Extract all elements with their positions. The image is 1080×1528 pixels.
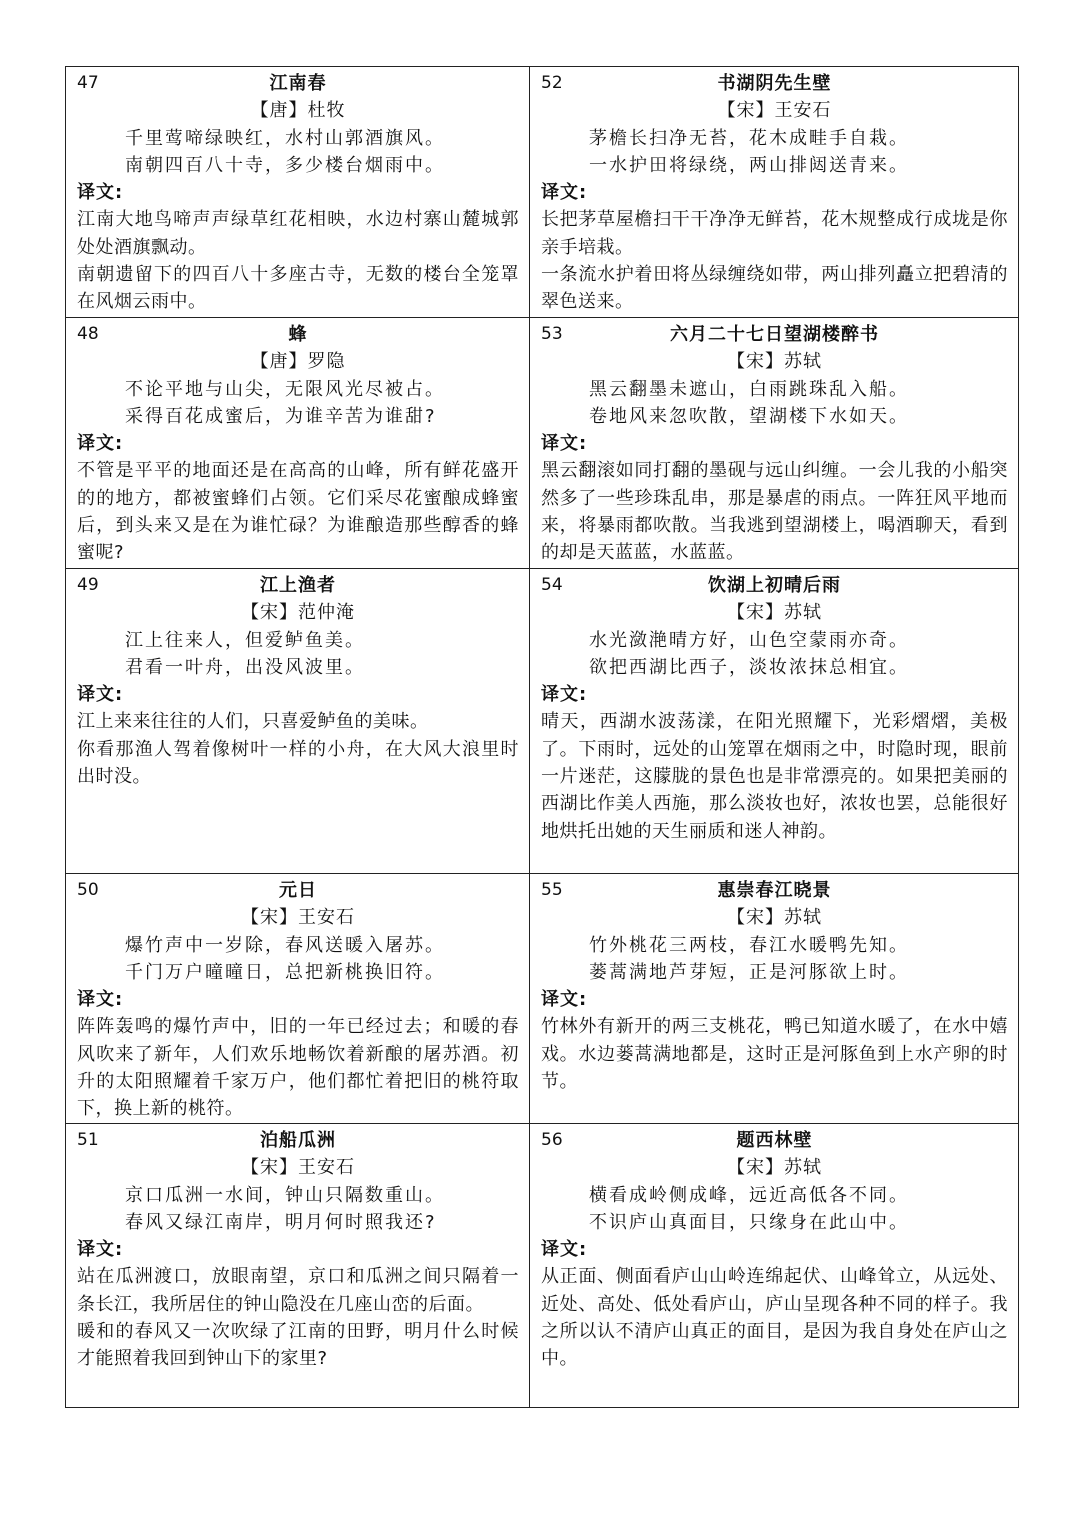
poem-entry bbox=[541, 877, 1008, 1095]
poem-cell bbox=[530, 67, 1019, 318]
poem-verse-line: 千里莺啼绿映红，水村山郭酒旗风。 bbox=[125, 127, 445, 149]
poem-entry bbox=[77, 70, 519, 316]
poem-title: 六月二十七日望湖楼醉书 bbox=[670, 324, 879, 345]
poem-entry bbox=[541, 572, 1008, 845]
poem-author: 【唐】杜牧 bbox=[250, 100, 346, 122]
poem-entry bbox=[541, 1127, 1008, 1373]
poem-cell bbox=[66, 874, 530, 1124]
poem-entry bbox=[77, 877, 519, 1123]
poem-cell bbox=[530, 1124, 1019, 1408]
poem-title: 江南春 bbox=[269, 73, 327, 94]
poem-row bbox=[66, 318, 1019, 569]
poem-row bbox=[66, 569, 1019, 874]
poem-table bbox=[65, 66, 1019, 1408]
translation-paragraph: 黑云翻滚如同打翻的墨砚与远山纠缠。一会儿我的小船突然多了一些珍珠乱串，那是暴虐的雨点。一阵狂风平地而来，将暴雨都吹散。当我逃到望湖楼上，喝酒聊天，看到的却是天蓝蓝，水蓝蓝。 bbox=[541, 460, 1008, 564]
poem-title: 惠崇春江晓景 bbox=[717, 880, 832, 901]
translation-label: 译文: bbox=[77, 1239, 124, 1261]
poem-number: 52 bbox=[541, 73, 563, 93]
poem-number: 51 bbox=[77, 1130, 99, 1150]
poem-verse-line: 爆竹声中一岁除，春风送暖入屠苏。 bbox=[125, 934, 445, 956]
poem-author: 【宋】苏轼 bbox=[727, 1157, 822, 1179]
poem-verse-line: 南朝四百八十寺，多少楼台烟雨中。 bbox=[125, 154, 445, 176]
poem-title: 题西林壁 bbox=[736, 1130, 813, 1151]
poem-author: 【宋】王安石 bbox=[241, 1157, 355, 1179]
poem-title: 蜂 bbox=[288, 324, 308, 345]
poem-verse-line: 竹外桃花三两枝，春江水暖鸭先知。 bbox=[589, 934, 909, 956]
poem-number: 56 bbox=[541, 1130, 563, 1150]
translation-paragraph: 江南大地鸟啼声声绿草红花相映，水边村寨山麓城郭处处酒旗飘动。 bbox=[77, 209, 519, 258]
poem-cell bbox=[530, 874, 1019, 1124]
translation-label: 译文: bbox=[541, 182, 588, 204]
poem-verse-line: 蒌蒿满地芦芽短，正是河豚欲上时。 bbox=[589, 961, 909, 983]
poem-verse-line: 不识庐山真面目，只缘身在此山中。 bbox=[589, 1211, 909, 1233]
translation-label: 译文: bbox=[77, 989, 124, 1011]
poem-verse-line: 京口瓜洲一水间，钟山只隔数重山。 bbox=[125, 1184, 445, 1206]
translation-label: 译文: bbox=[77, 182, 124, 204]
poem-cell bbox=[66, 1124, 530, 1408]
poem-author: 【宋】苏轼 bbox=[727, 907, 822, 929]
poem-number: 55 bbox=[541, 880, 563, 900]
translation-label: 译文: bbox=[541, 989, 588, 1011]
poem-row bbox=[66, 67, 1019, 318]
poem-title: 江上渔者 bbox=[260, 575, 336, 596]
translation-paragraph: 从正面、侧面看庐山山岭连绵起伏、山峰耸立，从远处、近处、高处、低处看庐山，庐山呈现各种不同的样子。我之所以认不清庐山真正的面目，是因为我自身处在庐山之中。 bbox=[541, 1266, 1008, 1370]
translation-paragraph: 晴天，西湖水波荡漾，在阳光照耀下，光彩熠熠，美极了。下雨时，远处的山笼罩在烟雨之中，时隐时现，眼前一片迷茫，这朦胧的景色也是非常漂亮的。如果把美丽的西湖比作美人西施，那么淡妆也好，浓妆也罢，总能很好地烘托出她的天生丽质和迷人神韵。 bbox=[541, 711, 1008, 842]
poem-number: 49 bbox=[77, 575, 99, 595]
poem-number: 48 bbox=[77, 324, 99, 344]
translation-paragraph: 站在瓜洲渡口，放眼南望，京口和瓜洲之间只隔着一条长江，我所居住的钟山隐没在几座山峦的后面。 bbox=[77, 1266, 519, 1315]
translation-paragraph: 暖和的春风又一次吹绿了江南的田野，明月什么时候才能照着我回到钟山下的家里? bbox=[77, 1321, 519, 1370]
poem-verse-line: 春风又绿江南岸，明月何时照我还? bbox=[125, 1211, 437, 1233]
poem-author: 【宋】苏轼 bbox=[727, 351, 822, 373]
poem-author: 【宋】苏轼 bbox=[727, 602, 822, 624]
poem-verse-line: 水光潋滟晴方好，山色空蒙雨亦奇。 bbox=[589, 629, 909, 651]
translation-paragraph: 长把茅草屋檐扫干干净净无鲜苔，花木规整成行成垅是你亲手培栽。 bbox=[541, 209, 1008, 258]
poem-verse-line: 君看一叶舟，出没风波里。 bbox=[125, 656, 365, 678]
poem-number: 47 bbox=[77, 73, 99, 93]
poem-entry bbox=[77, 321, 519, 567]
poem-verse-line: 卷地风来忽吹散，望湖楼下水如天。 bbox=[589, 405, 909, 427]
poem-number: 54 bbox=[541, 575, 563, 595]
translation-label: 译文: bbox=[541, 433, 588, 455]
poem-verse-line: 一水护田将绿绕，两山排闼送青来。 bbox=[589, 154, 909, 176]
poem-entry bbox=[541, 70, 1008, 316]
poem-cell bbox=[66, 569, 530, 874]
poem-number: 53 bbox=[541, 324, 563, 344]
translation-paragraph: 一条流水护着田将丛绿缠绕如带，两山排列矗立把碧清的翠色送来。 bbox=[541, 264, 1008, 313]
poem-row bbox=[66, 1124, 1019, 1408]
poem-verse-line: 不论平地与山尖，无限风光尽被占。 bbox=[125, 378, 445, 400]
poem-entry bbox=[541, 321, 1008, 567]
translation-label: 译文: bbox=[77, 684, 124, 706]
poem-verse-line: 黑云翻墨未遮山，白雨跳珠乱入船。 bbox=[589, 378, 909, 400]
poem-author: 【宋】王安石 bbox=[241, 907, 355, 929]
poem-verse-line: 横看成岭侧成峰，远近高低各不同。 bbox=[589, 1184, 909, 1206]
poem-number: 50 bbox=[77, 880, 99, 900]
translation-paragraph: 阵阵轰鸣的爆竹声中，旧的一年已经过去；和暖的春风吹来了新年，人们欢乐地畅饮着新酿的屠苏酒。初升的太阳照耀着千家万户，他们都忙着把旧的桃符取下，换上新的桃符。 bbox=[77, 1016, 519, 1120]
poem-entry bbox=[77, 1127, 519, 1373]
poem-cell bbox=[66, 318, 530, 569]
poem-cell bbox=[530, 569, 1019, 874]
translation-label: 译文: bbox=[541, 1239, 588, 1261]
poem-entry bbox=[77, 572, 519, 790]
translation-label: 译文: bbox=[77, 433, 124, 455]
poem-title: 元日 bbox=[279, 880, 317, 901]
translation-paragraph: 不管是平平的地面还是在高高的山峰，所有鲜花盛开的的地方，都被蜜蜂们占领。它们采尽花蜜酿成蜂蜜后，到头来又是在为谁忙碌？为谁酿造那些醇香的蜂蜜呢? bbox=[77, 460, 519, 564]
poem-author: 【唐】罗隐 bbox=[250, 351, 346, 373]
poem-verse-line: 茅檐长扫净无苔，花木成畦手自栽。 bbox=[589, 127, 909, 149]
poem-cell bbox=[66, 67, 530, 318]
poem-author: 【宋】范仲淹 bbox=[241, 602, 355, 624]
translation-paragraph: 你看那渔人驾着像树叶一样的小舟，在大风大浪里时出时没。 bbox=[77, 738, 519, 788]
poem-row bbox=[66, 874, 1019, 1124]
poem-verse-line: 欲把西湖比西子，淡妆浓抹总相宜。 bbox=[589, 656, 909, 678]
translation-label: 译文: bbox=[541, 684, 588, 706]
poem-author: 【宋】王安石 bbox=[717, 100, 832, 122]
poem-title: 书湖阴先生壁 bbox=[717, 73, 832, 94]
poem-title: 泊船瓜洲 bbox=[260, 1130, 336, 1151]
translation-paragraph: 南朝遗留下的四百八十多座古寺，无数的楼台全笼罩在风烟云雨中。 bbox=[77, 264, 519, 313]
poem-cell bbox=[530, 318, 1019, 569]
translation-paragraph: 竹林外有新开的两三支桃花，鸭已知道水暖了，在水中嬉戏。水边蒌蒿满地都是，这时正是河豚鱼到上水产卵的时节。 bbox=[541, 1016, 1008, 1093]
poem-verse-line: 江上往来人，但爱鲈鱼美。 bbox=[125, 629, 365, 651]
poem-verse-line: 千门万户曈曈日，总把新桃换旧符。 bbox=[125, 961, 445, 983]
translation-paragraph: 江上来来往往的人们，只喜爱鲈鱼的美味。 bbox=[77, 711, 429, 733]
poem-title: 饮湖上初晴后雨 bbox=[708, 575, 841, 596]
poem-verse-line: 采得百花成蜜后，为谁辛苦为谁甜? bbox=[125, 405, 437, 427]
